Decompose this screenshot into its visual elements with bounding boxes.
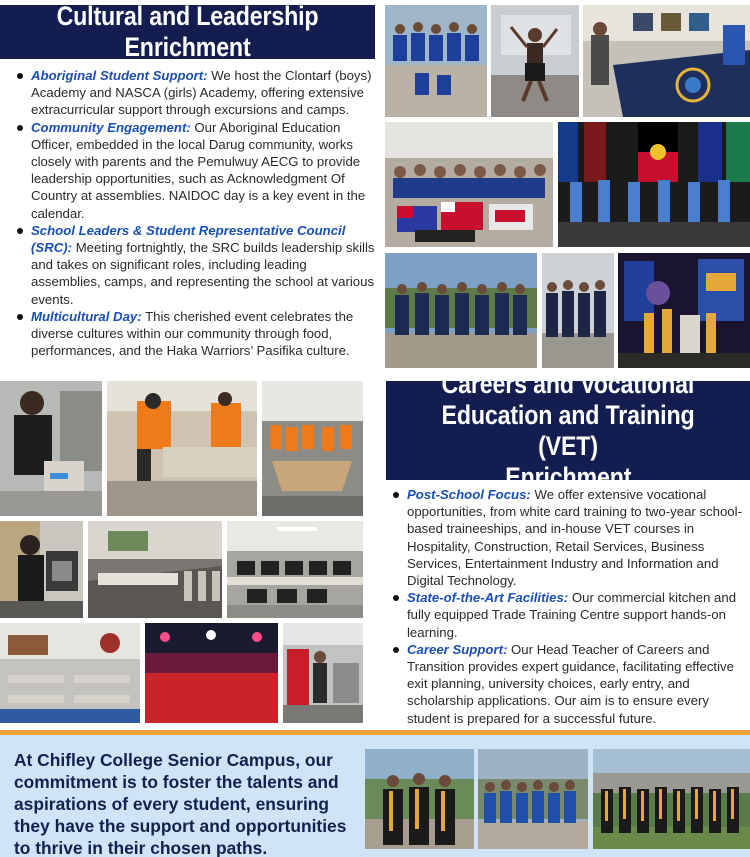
closing-statement: At Chifley College Senior Campus, our commitment is to foster the talents and aspirations of every student, ensuring they have the support and opportunities to thrive in their chosen paths. (14, 750, 347, 857)
list-item: School Leaders & Student Representative Council (SRC): Meeting fortnightly, the SRC builds leadership skills and takes on significant roles, including leading assemblies, camps, and representing the school at various events. (15, 222, 377, 308)
cultural-bullet-list (15, 67, 377, 359)
photo-student-group-blue (478, 749, 588, 849)
list-item: State-of-the-Art Facilities: Our commercial kitchen and fully equipped Trade Training Centre support hands-on learning. (391, 589, 747, 641)
photo-student-leaders-indoors (542, 253, 614, 368)
photo-computer-lab (227, 521, 363, 618)
cultural-section-title: Cultural and Leadership Enrichment (0, 5, 375, 59)
photo-barista-student (0, 521, 83, 618)
careers-section-title: Careers and Vocational Education and Training (VET) Enrichment (386, 381, 750, 480)
photo-hospitality-student (0, 381, 102, 516)
photo-art-class (583, 5, 750, 117)
photo-retail-store (283, 623, 363, 723)
photo-trade-training-group (262, 381, 363, 516)
photo-pasifika-group (385, 122, 553, 247)
photo-commercial-kitchen (88, 521, 222, 618)
photo-dancer-jumping (491, 5, 579, 117)
careers-bullet-list (391, 486, 747, 727)
photo-student-leaders-outdoors (385, 253, 537, 368)
list-item: Aboriginal Student Support: We host the Clontarf (boys) Academy and NASCA (girls) Academy, offering extensive extracurricular support through excursions and camps. (15, 67, 377, 119)
photo-multicultural-performance (558, 122, 750, 247)
photo-students-outdoors (385, 5, 487, 117)
photo-construction-workshop (107, 381, 257, 516)
photo-classroom (0, 623, 140, 723)
photo-graduates-line (593, 749, 750, 849)
list-item: Multicultural Day: This cherished event celebrates the diverse cultures within our community through food, performances, and the Haka Warriors’ Pasifika culture. (15, 308, 377, 360)
photo-performance-studio (145, 623, 278, 723)
list-item: Career Support: Our Head Teacher of Careers and Transition provides expert guidance, facilitating effective exit planning, university choices, early entry, and scholarship applications. Our aim is to ensure every student is prepared for a successful future. (391, 641, 747, 727)
photo-graduates-trio (365, 749, 474, 849)
list-item: Post-School Focus: We offer extensive vocational opportunities, from white card training to two-year school-based traineeships, and in-house VET courses in Hospitality, Construction, Retail Services, Business Services, Entertainment Industry and Information and Digital Technology. (391, 486, 747, 589)
photo-naidoc-assembly (618, 253, 750, 368)
list-item: Community Engagement: Our Aboriginal Education Officer, embedded in the local Darug community, works closely with parents and the Pemulwuy AECG to provide leadership opportunities, such as Acknowledgment Of Country at assemblies. NAIDOC day is a key event in the calendar. (15, 119, 377, 222)
